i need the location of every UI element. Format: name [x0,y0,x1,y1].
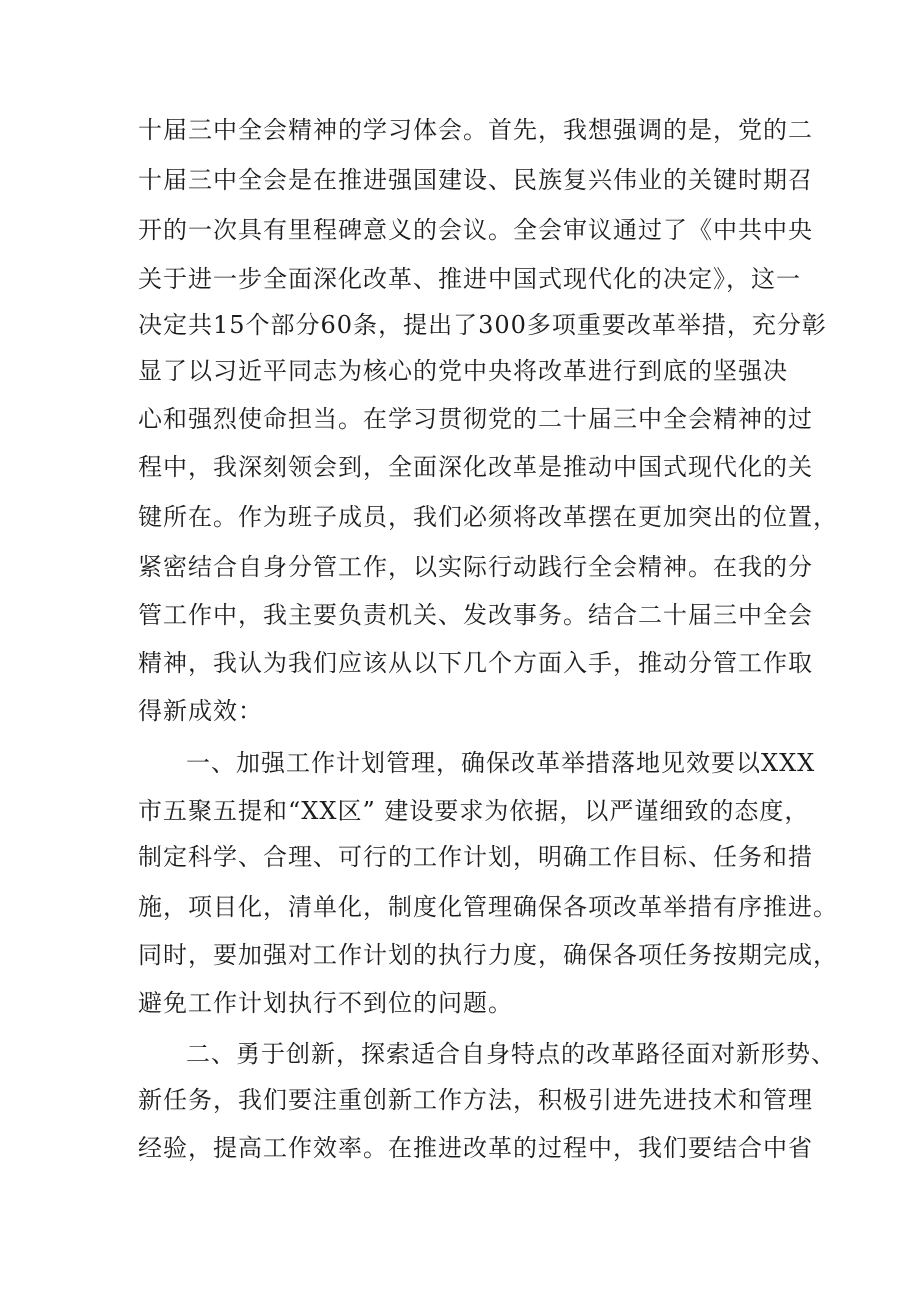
text-line: 管工作中，我主要负责机关、发改事务。结合二十届三中全会 [138,601,813,629]
section-heading-line: 二、勇于创新，探索适合自身特点的改革路径面对新形势、 [186,1040,836,1068]
text-line: 程中，我深刻领会到，全面深化改革是推动中国式现代化的关 [138,453,813,481]
text-line: 紧密结合自身分管工作，以实际行动践行全会精神。在我的分 [138,553,813,581]
text-line: 决定共15个部分60条，提出了300多项重要改革举措，充分彰 [138,311,827,339]
text-line: 同时，要加强对工作计划的执行力度，确保各项任务按期完成， [138,941,838,969]
text-line: 心和强烈使命担当。在学习贯彻党的二十届三中全会精神的过 [138,405,813,433]
text-line: 经验，提高工作效率。在推进改革的过程中，我们要结合中省 [138,1134,813,1162]
text-line: 新任务，我们要注重创新工作方法，积极引进先进技术和管理 [138,1086,813,1114]
text-line: 市五聚五提和“XX区” 建设要求为依据，以严谨细致的态度， [138,797,810,825]
text-line: 得新成效： [138,697,263,725]
section-heading-line: 一、加强工作计划管理，确保改革举措落地见效要以XXX [186,749,816,777]
text-line: 精神，我认为我们应该从以下几个方面入手，推动分管工作取 [138,649,813,677]
text-line: 十届三中全会精神的学习体会。首先，我想强调的是，党的二 [138,116,813,144]
text-line: 十届三中全会是在推进强国建设、民族复兴伟业的关键时期召 [138,166,813,194]
text-line: 施，项目化，清单化，制度化管理确保各项改革举措有序推进。 [138,893,838,921]
text-line: 避免工作计划执行不到位的问题。 [138,989,513,1017]
text-line: 显了以习近平同志为核心的党中央将改革进行到底的坚强决 [138,357,788,385]
text-line: 键所在。作为班子成员，我们必须将改革摆在更加突出的位置， [138,503,838,531]
text-line: 开的一次具有里程碑意义的会议。全会审议通过了《中共中央 [138,216,813,244]
text-line: 制定科学、合理、可行的工作计划，明确工作目标、任务和措 [138,843,813,871]
text-line: 关于进一步全面深化改革、推进中国式现代化的决定》，这一 [138,265,801,293]
